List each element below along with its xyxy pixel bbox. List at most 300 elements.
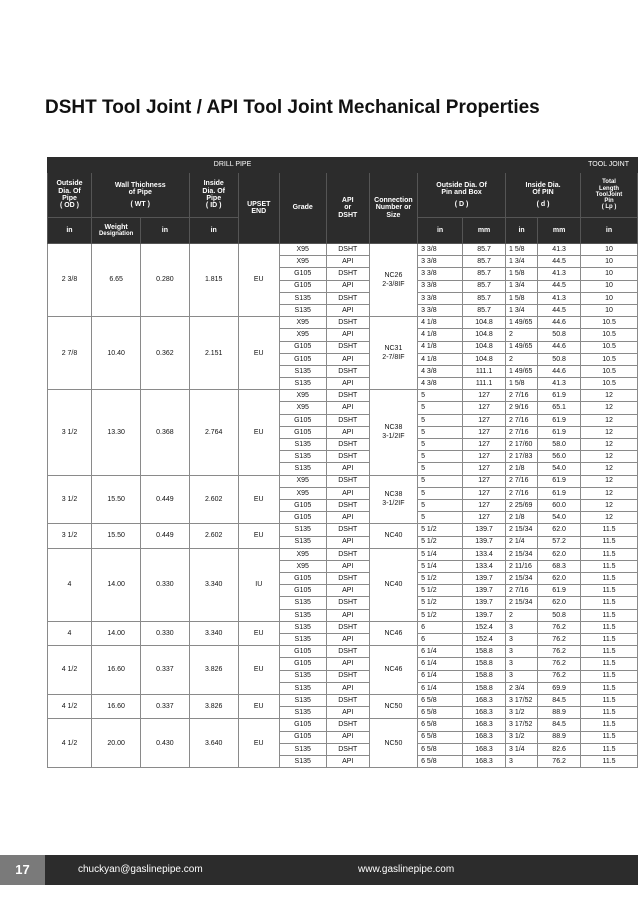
table-cell: 5 1/2 bbox=[418, 609, 463, 621]
table-cell: 11.5 bbox=[581, 755, 638, 767]
table-cell: 2 1/4 bbox=[506, 536, 538, 548]
table-cell: 11.5 bbox=[581, 670, 638, 682]
table-cell: 6 5/8 bbox=[418, 755, 463, 767]
table-cell: 3 1/2 bbox=[48, 390, 92, 475]
table-cell: 6 1/4 bbox=[418, 658, 463, 670]
table-cell: 139.7 bbox=[463, 536, 506, 548]
table-cell: 54.0 bbox=[538, 512, 581, 524]
table-cell: 6 1/4 bbox=[418, 646, 463, 658]
table-cell: 127 bbox=[463, 463, 506, 475]
table-cell: 0.330 bbox=[141, 621, 189, 645]
table-cell: 12 bbox=[581, 402, 638, 414]
table-cell: 68.3 bbox=[538, 560, 581, 572]
table-row bbox=[48, 244, 638, 256]
table-cell: 44.6 bbox=[538, 341, 581, 353]
table-cell: 3 bbox=[506, 755, 538, 767]
table-cell: G105 bbox=[279, 414, 326, 426]
table-cell: 2 bbox=[506, 609, 538, 621]
table-cell: 6 1/4 bbox=[418, 682, 463, 694]
table-row bbox=[48, 524, 638, 536]
api-dsht-header: API or DSHT bbox=[326, 173, 369, 244]
table-cell: 11.5 bbox=[581, 548, 638, 560]
table-cell: 3 bbox=[506, 621, 538, 633]
table-cell: 4 1/8 bbox=[418, 317, 463, 329]
table-cell: 11.5 bbox=[581, 634, 638, 646]
table-row bbox=[48, 621, 638, 633]
table-cell: G105 bbox=[279, 512, 326, 524]
table-cell: G105 bbox=[279, 426, 326, 438]
table-row bbox=[48, 646, 638, 658]
table-cell: 1 49/65 bbox=[506, 317, 538, 329]
table-cell: 127 bbox=[463, 426, 506, 438]
page-title: DSHT Tool Joint / API Tool Joint Mechanical Properties bbox=[45, 97, 540, 118]
table-cell: 11.5 bbox=[581, 573, 638, 585]
connection-cell bbox=[369, 646, 417, 695]
table-cell: 62.0 bbox=[538, 597, 581, 609]
table-cell: 12 bbox=[581, 414, 638, 426]
table-cell: 127 bbox=[463, 487, 506, 499]
connection-label: NC26 bbox=[384, 271, 403, 279]
table-cell: 41.3 bbox=[538, 378, 581, 390]
table-cell: 13.30 bbox=[91, 390, 140, 475]
table-cell: G105 bbox=[279, 280, 326, 292]
table-cell: 5 bbox=[418, 414, 463, 426]
table-cell: G105 bbox=[279, 573, 326, 585]
table-cell: 0.337 bbox=[141, 646, 189, 695]
table-cell: 168.3 bbox=[463, 694, 506, 706]
connection-cell bbox=[369, 524, 417, 548]
table-cell: 56.0 bbox=[538, 451, 581, 463]
table-cell: EU bbox=[238, 646, 279, 695]
table-cell: 14.00 bbox=[91, 621, 140, 645]
table-cell: 10.5 bbox=[581, 378, 638, 390]
table-cell: 12 bbox=[581, 390, 638, 402]
table-cell: 127 bbox=[463, 390, 506, 402]
table-cell: 16.60 bbox=[91, 694, 140, 718]
table-cell: 11.5 bbox=[581, 694, 638, 706]
table-cell: 2 3/4 bbox=[506, 682, 538, 694]
table-cell: 5 1/4 bbox=[418, 548, 463, 560]
table-cell: 50.8 bbox=[538, 609, 581, 621]
inside-dia-pin-header: Inside Dia. Of PIN ( d ) bbox=[506, 173, 581, 218]
table-cell: 2.151 bbox=[189, 317, 238, 390]
connection-label: NC40 bbox=[384, 581, 403, 589]
table-cell: 54.0 bbox=[538, 463, 581, 475]
table-cell: 3 1/2 bbox=[48, 524, 92, 548]
table-cell: 11.5 bbox=[581, 524, 638, 536]
table-cell: 5 bbox=[418, 475, 463, 487]
table-cell: DSHT bbox=[326, 499, 369, 511]
table-cell: X95 bbox=[279, 256, 326, 268]
table-cell: 61.9 bbox=[538, 475, 581, 487]
table-cell: S135 bbox=[279, 743, 326, 755]
table-cell: DSHT bbox=[326, 451, 369, 463]
table-cell: 2 17/60 bbox=[506, 439, 538, 451]
table-cell: 20.00 bbox=[91, 719, 140, 768]
connection-label: NC46 bbox=[384, 629, 403, 637]
table-cell: 5 bbox=[418, 390, 463, 402]
connection-label: NC50 bbox=[384, 702, 403, 710]
table-cell: 85.7 bbox=[463, 292, 506, 304]
table-cell: 76.2 bbox=[538, 646, 581, 658]
table-cell: 111.1 bbox=[463, 378, 506, 390]
table-row bbox=[48, 475, 638, 487]
connection-label: NC46 bbox=[384, 666, 403, 674]
table-cell: 3 3/8 bbox=[418, 304, 463, 316]
table-cell: 158.8 bbox=[463, 658, 506, 670]
table-cell: API bbox=[326, 634, 369, 646]
id-unit: in bbox=[189, 218, 238, 244]
table-cell: 1 49/65 bbox=[506, 365, 538, 377]
table-cell: 44.5 bbox=[538, 304, 581, 316]
table-cell: 3 1/2 bbox=[506, 707, 538, 719]
table-cell: 12 bbox=[581, 463, 638, 475]
table-cell: 3 17/52 bbox=[506, 719, 538, 731]
table-cell: 5 1/4 bbox=[418, 560, 463, 572]
table-cell: API bbox=[326, 280, 369, 292]
od-unit: in bbox=[48, 218, 92, 244]
table-cell: 3 3/8 bbox=[418, 244, 463, 256]
id-header: Inside Dia. Of Pipe ( ID ) bbox=[189, 173, 238, 218]
table-cell: 11.5 bbox=[581, 585, 638, 597]
table-cell: 6 5/8 bbox=[418, 743, 463, 755]
table-cell: 1 3/4 bbox=[506, 256, 538, 268]
od-box-mm-unit: mm bbox=[463, 218, 506, 244]
table-cell: S135 bbox=[279, 451, 326, 463]
table-cell: 3 bbox=[506, 646, 538, 658]
table-cell: 11.5 bbox=[581, 560, 638, 572]
table-cell: 133.4 bbox=[463, 560, 506, 572]
table-cell: DSHT bbox=[326, 365, 369, 377]
table-cell: G105 bbox=[279, 353, 326, 365]
table-cell: 3 3/8 bbox=[418, 268, 463, 280]
table-cell: 85.7 bbox=[463, 280, 506, 292]
table-cell: 10 bbox=[581, 244, 638, 256]
table-cell: 15.50 bbox=[91, 524, 140, 548]
connection-label: NC31 bbox=[384, 344, 403, 352]
table-cell: EU bbox=[238, 244, 279, 317]
table-cell: API bbox=[326, 487, 369, 499]
table-cell: DSHT bbox=[326, 244, 369, 256]
table-cell: 2 7/16 bbox=[506, 585, 538, 597]
od-header: Outside Dia. Of Pipe ( OD ) bbox=[48, 173, 92, 218]
table-cell: 84.5 bbox=[538, 719, 581, 731]
connection-cell bbox=[369, 694, 417, 718]
table-cell: IU bbox=[238, 548, 279, 621]
table-cell: 3.826 bbox=[189, 646, 238, 695]
table-cell: 1 3/4 bbox=[506, 280, 538, 292]
table-cell: 41.3 bbox=[538, 268, 581, 280]
table-cell: 6.65 bbox=[91, 244, 140, 317]
table-cell: 41.3 bbox=[538, 244, 581, 256]
table-cell: 76.2 bbox=[538, 621, 581, 633]
table-cell: 2 7/16 bbox=[506, 487, 538, 499]
table-cell: X95 bbox=[279, 317, 326, 329]
table-cell: 44.6 bbox=[538, 365, 581, 377]
table-row bbox=[48, 719, 638, 731]
table-cell: EU bbox=[238, 524, 279, 548]
table-cell: 2 3/8 bbox=[48, 244, 92, 317]
table-cell: 104.8 bbox=[463, 329, 506, 341]
table-cell: X95 bbox=[279, 329, 326, 341]
table-cell: 62.0 bbox=[538, 548, 581, 560]
table-cell: API bbox=[326, 402, 369, 414]
table-cell: 11.5 bbox=[581, 731, 638, 743]
table-cell: 104.8 bbox=[463, 317, 506, 329]
connection-label: 3-1/2IF bbox=[382, 433, 405, 441]
table-cell: API bbox=[326, 304, 369, 316]
table-cell: 4 1/2 bbox=[48, 646, 92, 695]
table-cell: S135 bbox=[279, 755, 326, 767]
table-cell: DSHT bbox=[326, 597, 369, 609]
table-cell: API bbox=[326, 463, 369, 475]
table-cell: 2.764 bbox=[189, 390, 238, 475]
table-cell: 10.40 bbox=[91, 317, 140, 390]
table-cell: 2 15/34 bbox=[506, 548, 538, 560]
table-cell: EU bbox=[238, 719, 279, 768]
table-cell: DSHT bbox=[326, 414, 369, 426]
table-cell: 5 1/2 bbox=[418, 597, 463, 609]
table-cell: 1 5/8 bbox=[506, 244, 538, 256]
table-cell: 5 bbox=[418, 499, 463, 511]
table-cell: 139.7 bbox=[463, 524, 506, 536]
table-cell: 50.8 bbox=[538, 329, 581, 341]
table-cell: API bbox=[326, 512, 369, 524]
id-pin-in-unit: in bbox=[506, 218, 538, 244]
table-cell: 60.0 bbox=[538, 499, 581, 511]
table-cell: S135 bbox=[279, 670, 326, 682]
table-cell: 158.8 bbox=[463, 670, 506, 682]
table-cell: X95 bbox=[279, 560, 326, 572]
table-cell: 3.640 bbox=[189, 719, 238, 768]
table-cell: S135 bbox=[279, 597, 326, 609]
table-cell: 4 3/8 bbox=[418, 378, 463, 390]
table-cell: 3.826 bbox=[189, 694, 238, 718]
table-cell: DSHT bbox=[326, 439, 369, 451]
table-cell: 62.0 bbox=[538, 524, 581, 536]
table-cell: 133.4 bbox=[463, 548, 506, 560]
table-cell: 4 bbox=[48, 621, 92, 645]
table-cell: 127 bbox=[463, 475, 506, 487]
table-cell: 2 1/8 bbox=[506, 512, 538, 524]
connection-label: 2-3/8IF bbox=[382, 281, 405, 289]
table-cell: 1 49/65 bbox=[506, 341, 538, 353]
table-cell: 1 5/8 bbox=[506, 292, 538, 304]
table-cell: 61.9 bbox=[538, 426, 581, 438]
table-cell: S135 bbox=[279, 463, 326, 475]
connection-label: NC38 bbox=[384, 424, 403, 432]
table-cell: 61.9 bbox=[538, 585, 581, 597]
page-number: 17 bbox=[0, 855, 45, 885]
table-cell: 11.5 bbox=[581, 743, 638, 755]
table-cell: 12 bbox=[581, 426, 638, 438]
table-cell: 158.8 bbox=[463, 682, 506, 694]
table-cell: 2 1/8 bbox=[506, 463, 538, 475]
table-cell: 152.4 bbox=[463, 634, 506, 646]
table-cell: 127 bbox=[463, 499, 506, 511]
table-cell: 152.4 bbox=[463, 621, 506, 633]
table-cell: DSHT bbox=[326, 317, 369, 329]
table-cell: 2 15/34 bbox=[506, 573, 538, 585]
table-cell: 2 9/16 bbox=[506, 402, 538, 414]
table-cell: 3 bbox=[506, 670, 538, 682]
table-cell: DSHT bbox=[326, 743, 369, 755]
table-cell: 2 15/34 bbox=[506, 524, 538, 536]
connection-cell bbox=[369, 548, 417, 621]
table-cell: 3 3/8 bbox=[418, 256, 463, 268]
table-cell: 5 bbox=[418, 512, 463, 524]
table-cell: DSHT bbox=[326, 292, 369, 304]
table-cell: 41.3 bbox=[538, 292, 581, 304]
upset-end-header: UPSET END bbox=[238, 173, 279, 244]
table-cell: 6 1/4 bbox=[418, 670, 463, 682]
table-cell: DSHT bbox=[326, 524, 369, 536]
table-cell: 3 bbox=[506, 658, 538, 670]
table-cell: 6 bbox=[418, 621, 463, 633]
table-cell: S135 bbox=[279, 609, 326, 621]
table-cell: DSHT bbox=[326, 670, 369, 682]
table-cell: 104.8 bbox=[463, 353, 506, 365]
table-cell: 3 17/52 bbox=[506, 694, 538, 706]
table-cell: 5 bbox=[418, 426, 463, 438]
table-cell: 10.5 bbox=[581, 329, 638, 341]
table-cell: 11.5 bbox=[581, 658, 638, 670]
table-cell: EU bbox=[238, 390, 279, 475]
table-cell: 0.368 bbox=[141, 390, 189, 475]
table-cell: 10.5 bbox=[581, 317, 638, 329]
table-cell: 3 3/8 bbox=[418, 280, 463, 292]
table-cell: 5 1/2 bbox=[418, 585, 463, 597]
table-cell: 12 bbox=[581, 439, 638, 451]
table-cell: 61.9 bbox=[538, 487, 581, 499]
table-cell: 44.6 bbox=[538, 317, 581, 329]
table-cell: 2 25/69 bbox=[506, 499, 538, 511]
table-cell: 3.340 bbox=[189, 621, 238, 645]
table-cell: 168.3 bbox=[463, 755, 506, 767]
table-cell: 6 5/8 bbox=[418, 719, 463, 731]
table-cell: 4 1/8 bbox=[418, 353, 463, 365]
grade-header: Grade bbox=[279, 173, 326, 244]
table-cell: 6 bbox=[418, 634, 463, 646]
table-cell: 5 bbox=[418, 439, 463, 451]
table-cell: DSHT bbox=[326, 646, 369, 658]
table-cell: 139.7 bbox=[463, 585, 506, 597]
table-cell: S135 bbox=[279, 439, 326, 451]
table-cell: API bbox=[326, 731, 369, 743]
table-cell: 69.9 bbox=[538, 682, 581, 694]
connection-cell bbox=[369, 475, 417, 524]
table-cell: 0.449 bbox=[141, 475, 189, 524]
table-cell: API bbox=[326, 426, 369, 438]
connection-cell bbox=[369, 719, 417, 768]
table-cell: 1 5/8 bbox=[506, 378, 538, 390]
table-cell: S135 bbox=[279, 524, 326, 536]
table-cell: 4 3/8 bbox=[418, 365, 463, 377]
od-box-in-unit: in bbox=[418, 218, 463, 244]
table-cell: API bbox=[326, 353, 369, 365]
table-cell: API bbox=[326, 682, 369, 694]
table-cell: 85.7 bbox=[463, 268, 506, 280]
table-cell: 3 1/4 bbox=[506, 743, 538, 755]
table-body bbox=[48, 244, 638, 768]
table-cell: S135 bbox=[279, 378, 326, 390]
table-cell: 11.5 bbox=[581, 707, 638, 719]
table-cell: API bbox=[326, 536, 369, 548]
table-cell: 139.7 bbox=[463, 609, 506, 621]
table-cell: 6 5/8 bbox=[418, 707, 463, 719]
table-cell: 5 1/2 bbox=[418, 573, 463, 585]
table-cell: 127 bbox=[463, 402, 506, 414]
table-cell: X95 bbox=[279, 402, 326, 414]
length-unit: in bbox=[581, 218, 638, 244]
table-cell: 0.330 bbox=[141, 548, 189, 621]
table-cell: 88.9 bbox=[538, 731, 581, 743]
table-cell: 85.7 bbox=[463, 244, 506, 256]
table-cell: S135 bbox=[279, 694, 326, 706]
table-cell: S135 bbox=[279, 304, 326, 316]
table-cell: 4 1/8 bbox=[418, 341, 463, 353]
table-cell: 139.7 bbox=[463, 573, 506, 585]
table-cell: 4 1/8 bbox=[418, 329, 463, 341]
table-cell: 88.9 bbox=[538, 707, 581, 719]
table-cell: 50.8 bbox=[538, 353, 581, 365]
table-cell: G105 bbox=[279, 658, 326, 670]
table-cell: S135 bbox=[279, 634, 326, 646]
table-cell: 127 bbox=[463, 451, 506, 463]
table-cell: 76.2 bbox=[538, 670, 581, 682]
table-cell: 104.8 bbox=[463, 341, 506, 353]
table-row bbox=[48, 317, 638, 329]
table-cell: G105 bbox=[279, 731, 326, 743]
table-cell: 10 bbox=[581, 304, 638, 316]
table-cell: G105 bbox=[279, 719, 326, 731]
connection-cell bbox=[369, 621, 417, 645]
table-cell: 0.280 bbox=[141, 244, 189, 317]
table-cell: EU bbox=[238, 694, 279, 718]
table-cell: EU bbox=[238, 621, 279, 645]
table-cell: S135 bbox=[279, 536, 326, 548]
table-cell: 4 1/2 bbox=[48, 719, 92, 768]
table-cell: 61.9 bbox=[538, 390, 581, 402]
table-cell: 61.9 bbox=[538, 414, 581, 426]
table-cell: X95 bbox=[279, 487, 326, 499]
table-cell: 3 bbox=[506, 634, 538, 646]
table-cell: 2 7/16 bbox=[506, 414, 538, 426]
table-cell: 2 7/16 bbox=[506, 426, 538, 438]
table-cell: X95 bbox=[279, 390, 326, 402]
table-cell: 6 5/8 bbox=[418, 731, 463, 743]
table-cell: 11.5 bbox=[581, 719, 638, 731]
connection-header: Connection Number or Size bbox=[369, 173, 417, 244]
table-cell: 2 7/16 bbox=[506, 475, 538, 487]
table-cell: 2 bbox=[506, 329, 538, 341]
table-cell: API bbox=[326, 329, 369, 341]
table-cell: S135 bbox=[279, 621, 326, 633]
table-cell: 3 1/2 bbox=[48, 475, 92, 524]
table-cell: 12 bbox=[581, 512, 638, 524]
table-cell: 11.5 bbox=[581, 609, 638, 621]
table-cell: 127 bbox=[463, 512, 506, 524]
table-cell: 65.1 bbox=[538, 402, 581, 414]
table-cell: G105 bbox=[279, 499, 326, 511]
table-cell: 111.1 bbox=[463, 365, 506, 377]
table-cell: EU bbox=[238, 317, 279, 390]
table-cell: 0.449 bbox=[141, 524, 189, 548]
weight-designation-unit: Weight Designation bbox=[91, 218, 140, 244]
wt-unit: in bbox=[141, 218, 189, 244]
table-cell: DSHT bbox=[326, 341, 369, 353]
table-cell: 16.60 bbox=[91, 646, 140, 695]
